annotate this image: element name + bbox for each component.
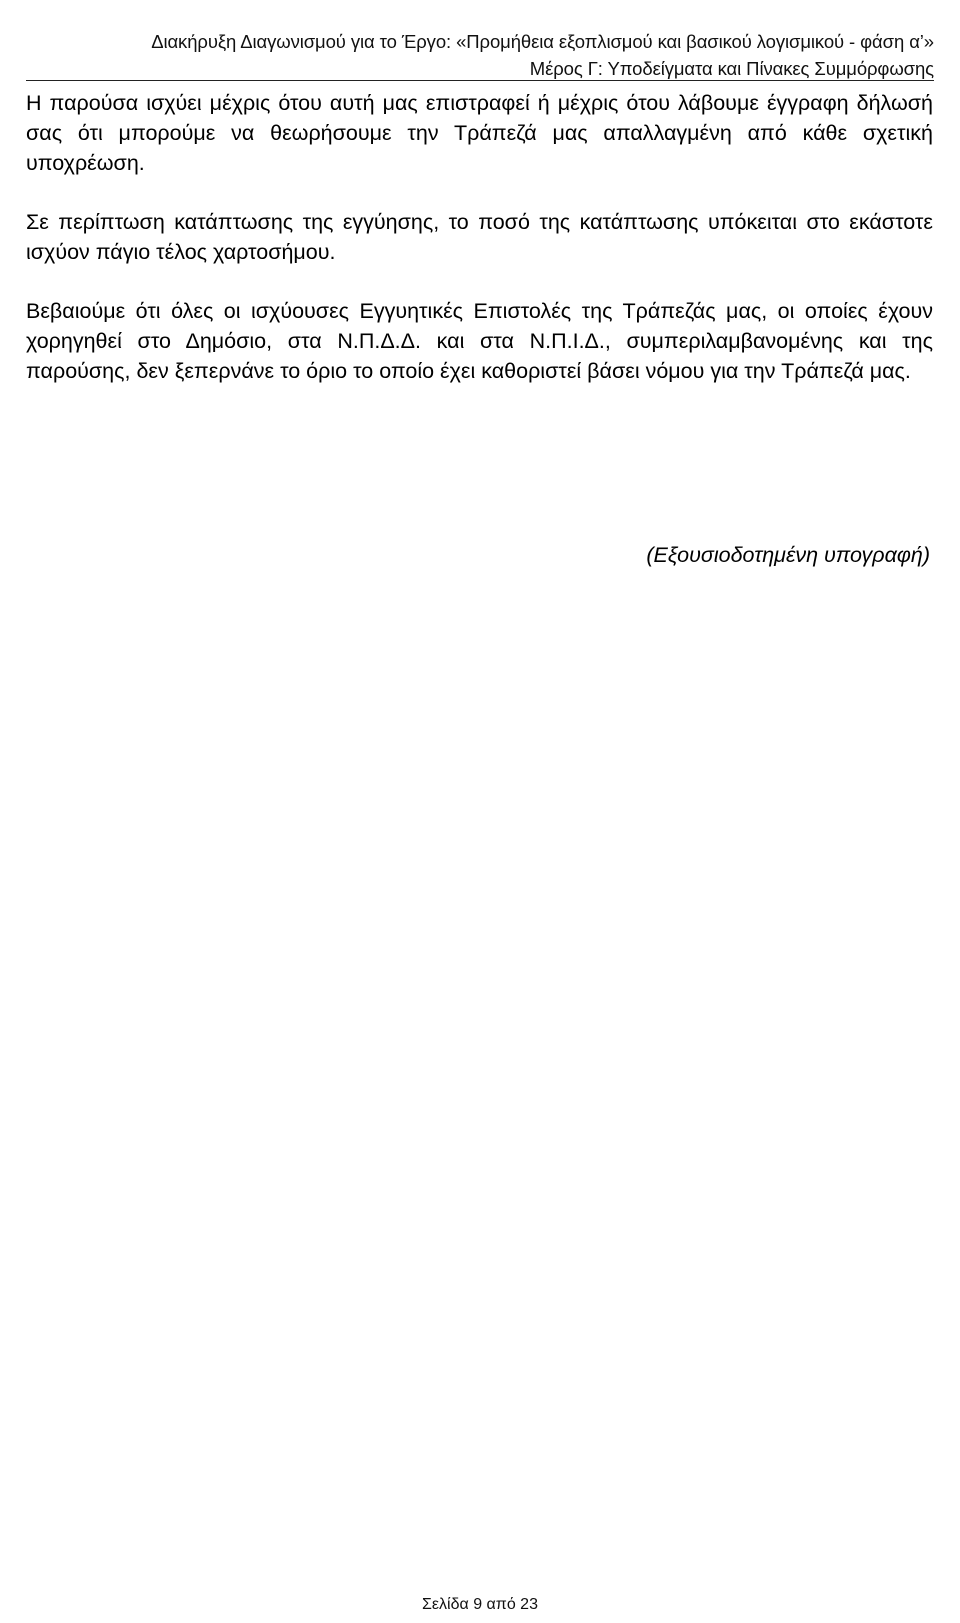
paragraph-validity: Η παρούσα ισχύει μέχρις ότου αυτή μας επιστραφεί ή μέχρις ότου λάβουμε έγγραφη δήλωσή σας ότι μπορούμε να θεωρήσουμε την Τράπεζά μας απαλλαγμένη από κάθε σχετική υποχρέωση. [26, 91, 933, 175]
header-title: Διακήρυξη Διαγωνισμού για το Έργο: «Προμήθεια εξοπλισμού και βασικού λογισμικού - φάση α’» [151, 31, 934, 52]
document-body [26, 88, 933, 386]
paragraph-certification: Βεβαιούμε ότι όλες οι ισχύουσες Εγγυητικές Επιστολές της Τράπεζάς μας, οι οποίες έχουν χορηγηθεί στο Δημόσιο, στα Ν.Π.Δ.Δ. και στα Ν.Π.Ι.Δ., συμπεριλαμβανομένης και της παρούσης, δεν ξεπερνάνε το όριο το οποίο έχει καθοριστεί βάσει νόμου για την Τράπεζά μας. [26, 299, 933, 383]
paragraph-forfeiture: Σε περίπτωση κατάπτωσης της εγγύησης, το ποσό της κατάπτωσης υπόκειται στο εκάστοτε ισχύον πάγιο τέλος χαρτοσήμου. [26, 210, 933, 264]
header-subtitle: Μέρος Γ: Υποδείγματα και Πίνακες Συμμόρφωσης [529, 58, 934, 79]
page-header [26, 28, 934, 82]
header-divider [26, 80, 934, 81]
page-number: Σελίδα 9 από 23 [422, 1596, 538, 1613]
authorized-signature-label: (Εξουσιοδοτημένη υπογραφή) [646, 543, 930, 567]
